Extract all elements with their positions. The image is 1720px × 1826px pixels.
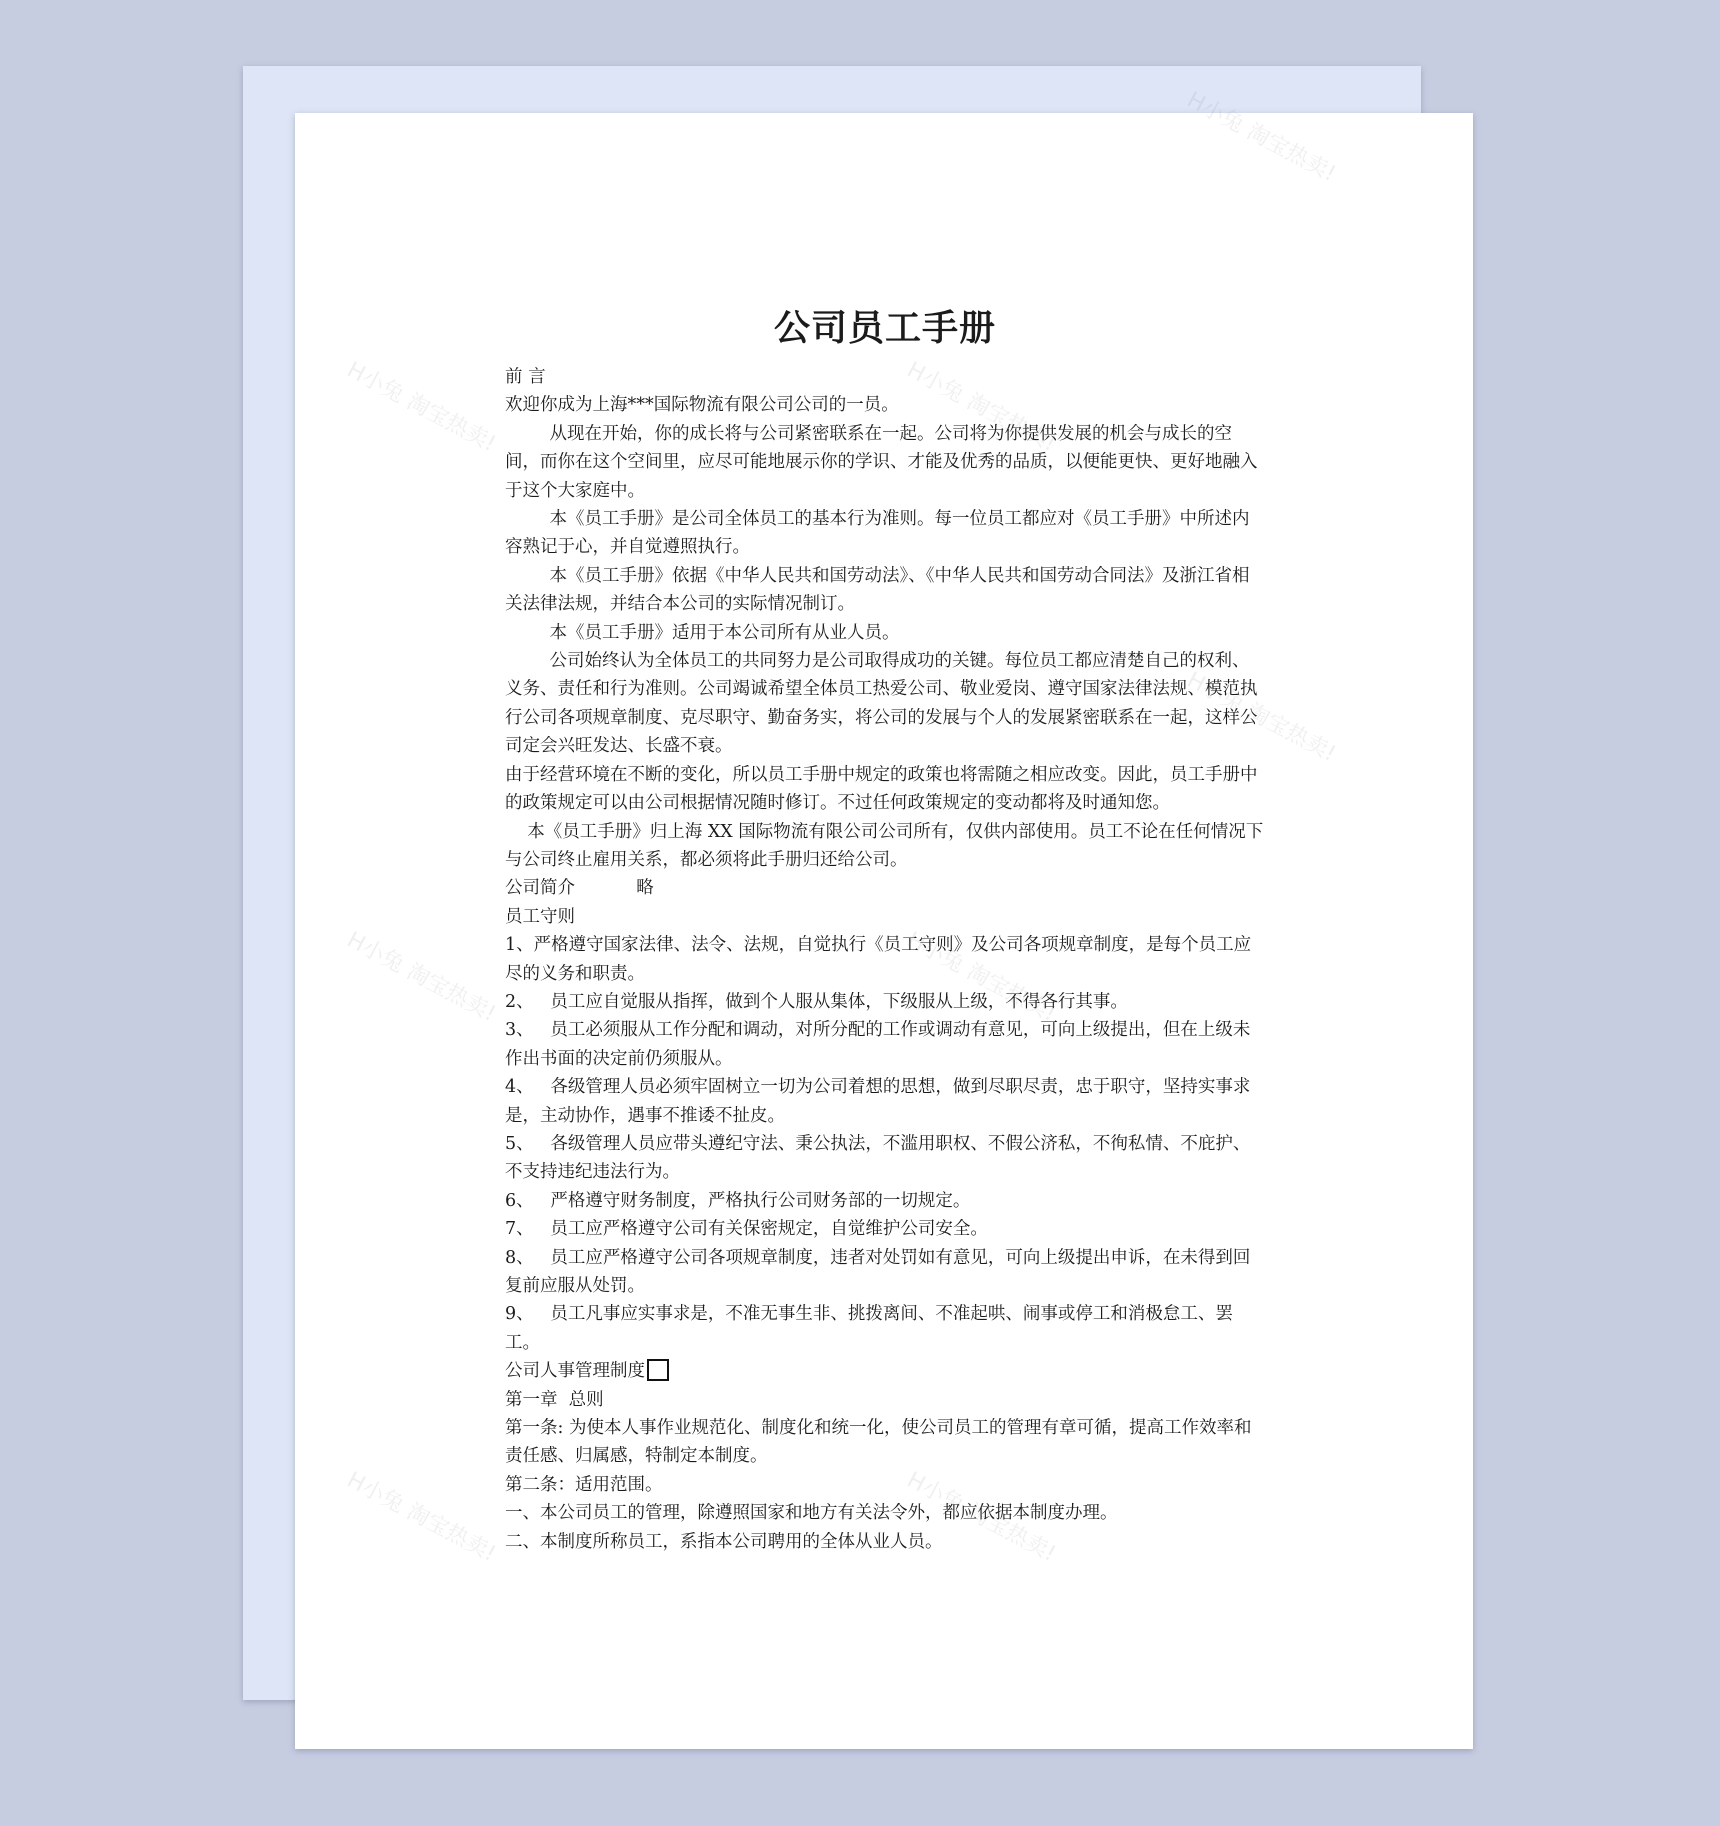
paragraph: 第一章 总则 bbox=[505, 1389, 604, 1410]
paragraph: 一、本公司员工的管理，除遵照国家和地方有关法令外，都应依据本制度办理。 bbox=[505, 1503, 1118, 1524]
paragraph: 6、 严格遵守财务制度，严格执行公司财务部的一切规定。 bbox=[505, 1190, 971, 1211]
paragraph: 从现在开始，你的成长将与公司紧密联系在一起。公司将为你提供发展的机会与成长的空间，而你在这个空间里，应尽可能地展示你的学识、才能及优秀的品质，以便能更快、更好地融入于这个大家庭中。 bbox=[505, 423, 1258, 501]
paragraph: 4、 各级管理人员必须牢固树立一切为公司着想的思想，做到尽职尽责，忠于职守，坚持实事求是，主动协作，遇事不推诿不扯皮。 bbox=[505, 1077, 1251, 1126]
checkbox-icon bbox=[647, 1359, 669, 1381]
paragraph: 第二条：适用范围。 bbox=[505, 1474, 663, 1495]
paragraph: 员工守则 bbox=[505, 906, 575, 927]
document-title: 公司员工手册 bbox=[773, 307, 996, 349]
paragraph: 5、 各级管理人员应带头遵纪守法、秉公执法，不滥用职权、不假公济私，不徇私情、不庇护、不支持违纪违法行为。 bbox=[505, 1133, 1251, 1183]
paragraph: 本《员工手册》适用于本公司所有从业人员。 bbox=[505, 622, 900, 643]
paragraph: 7、 员工应严格遵守公司有关保密规定，自觉维护公司安全。 bbox=[505, 1219, 988, 1240]
paragraph: 第一条: 为使本人事作业规范化、制度化和统一化，使公司员工的管理有章可循，提高工作效率和责任感、归属感，特制定本制度。 bbox=[505, 1418, 1252, 1467]
document-page bbox=[295, 113, 1473, 1749]
paragraph: 本《员工手册》依据《中华人民共和国劳动法》、《中华人民共和国劳动合同法》及浙江省相关法律法规，并结合本公司的实际情况制订。 bbox=[505, 565, 1250, 615]
paragraph: 欢迎你成为上海***国际物流有限公司公司的一员。 bbox=[505, 395, 899, 416]
paragraph: 公司简介 略 bbox=[505, 878, 654, 899]
hr-heading: 公司人事管理制度 bbox=[505, 1361, 645, 1382]
paragraph: 二、本制度所称员工，系指本公司聘用的全体从业人员。 bbox=[505, 1531, 943, 1552]
paragraph: 本《员工手册》归上海 XX 国际物流有限公司公司所有，仅供内部使用。员工不论在任何情况下与公司终止雇用关系，都必须将此手册归还给公司。 bbox=[505, 821, 1264, 870]
hr-heading-line bbox=[505, 1357, 1265, 1385]
document-body bbox=[505, 363, 1265, 1556]
paragraph: 由于经营环境在不断的变化，所以员工手册中规定的政策也将需随之相应改变。因此，员工手册中的政策规定可以由公司根据情况随时修订。不过任何政策规定的变动都将及时通知您。 bbox=[505, 764, 1258, 814]
paragraph: 1、严格遵守国家法律、法令、法规，自觉执行《员工守则》及公司各项规章制度，是每个员工应尽的义务和职责。 bbox=[505, 935, 1252, 984]
paragraph: 前 言 bbox=[505, 367, 546, 387]
paragraph: 8、 员工应严格遵守公司各项规章制度，违者对处罚如有意见，可向上级提出申诉，在未得到回复前应服从处罚。 bbox=[505, 1247, 1251, 1296]
paragraph: 3、 员工必须服从工作分配和调动，对所分配的工作或调动有意见，可向上级提出，但在上级未作出书面的决定前仍须服从。 bbox=[505, 1020, 1251, 1069]
paragraph: 2、 员工应自觉服从指挥，做到个人服从集体，下级服从上级，不得各行其事。 bbox=[505, 991, 1128, 1012]
paragraph: 本《员工手册》是公司全体员工的基本行为准则。每一位员工都应对《员工手册》中所述内容熟记于心，并自觉遵照执行。 bbox=[505, 509, 1250, 558]
paragraph: 9、 员工凡事应实事求是，不准无事生非、挑拨离间、不准起哄、闹事或停工和消极怠工、罢工。 bbox=[505, 1304, 1233, 1353]
document-content bbox=[505, 303, 1265, 1556]
paragraph: 公司始终认为全体员工的共同努力是公司取得成功的关键。每位员工都应清楚自己的权利、义务、责任和行为准则。公司竭诚希望全体员工热爱公司、敬业爱岗、遵守国家法律法规、模范执行公司各项规章制度、克尽职守、勤奋务实，将公司的发展与个人的发展紧密联系在一起，这样公司定会兴旺发达、长盛不衰。 bbox=[505, 651, 1258, 757]
